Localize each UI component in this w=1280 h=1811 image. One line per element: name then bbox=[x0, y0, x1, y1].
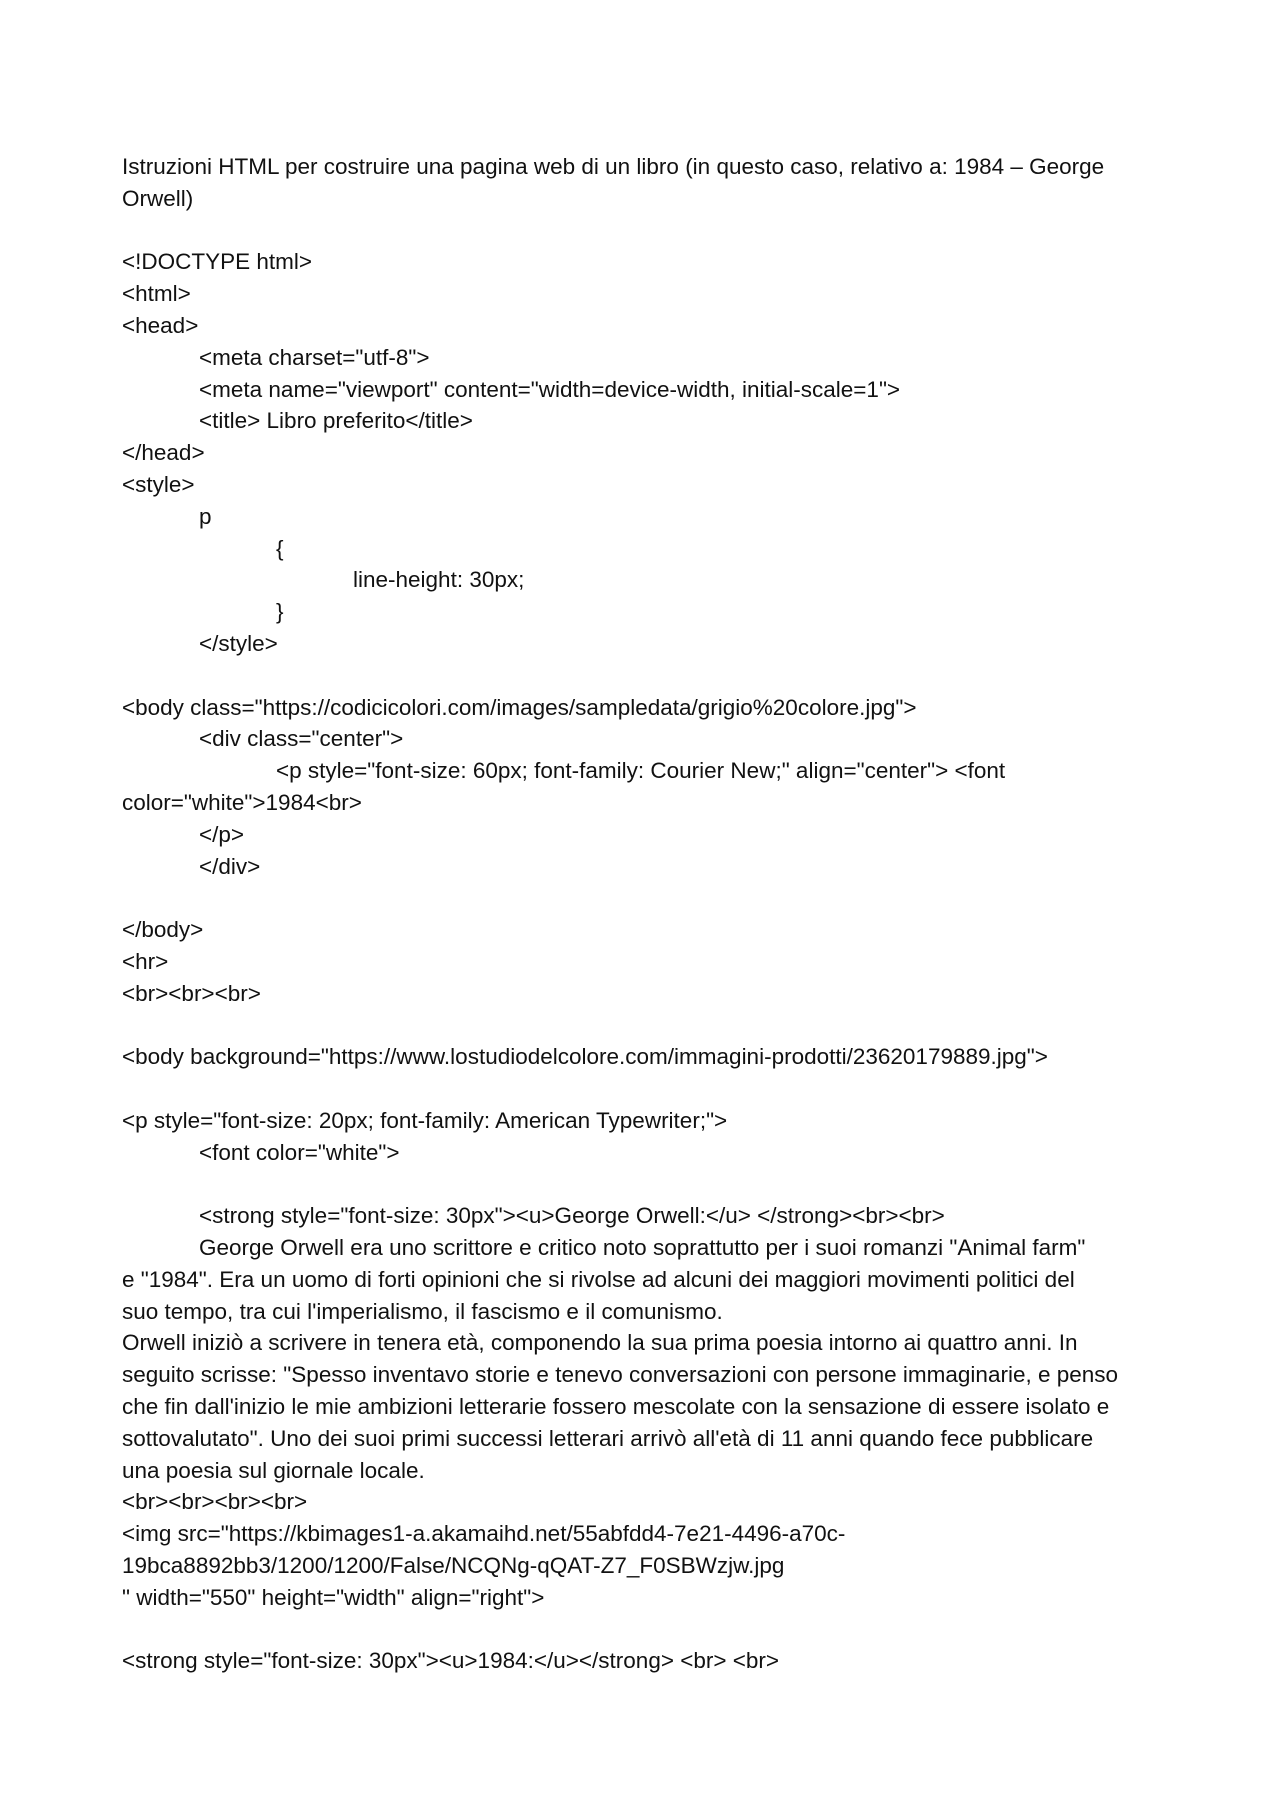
text-line: <p style="font-size: 60px; font-family: Courier New;" align="center"> <font bbox=[276, 758, 1006, 784]
blank-line bbox=[122, 1614, 1182, 1646]
text-line: George Orwell era uno scrittore e critico noto soprattutto per i suoi romanzi "Animal farm" bbox=[199, 1235, 1086, 1261]
blank-line bbox=[122, 1010, 1182, 1042]
text-line: <p style="font-size: 20px; font-family: American Typewriter;"> bbox=[122, 1107, 728, 1133]
document-page bbox=[122, 151, 1182, 1677]
text-line: <title> Libro preferito</title> bbox=[199, 408, 473, 434]
text-line: </div> bbox=[199, 853, 261, 879]
text-line: <div class="center"> bbox=[199, 726, 404, 752]
text-line: { bbox=[276, 535, 284, 561]
text-line: <meta name="viewport" content="width=device-width, initial-scale=1"> bbox=[199, 376, 901, 402]
blank-line bbox=[122, 660, 1182, 692]
blank-line bbox=[122, 1169, 1182, 1201]
text-line: 19bca8892bb3/1200/1200/False/NCQNg-qQAT-Z7_F0SBWzjw.jpg bbox=[122, 1553, 785, 1579]
text-line: <html> bbox=[122, 281, 191, 307]
blank-line bbox=[122, 215, 1182, 247]
text-line: <br><br><br><br> bbox=[122, 1489, 308, 1515]
text-line: </style> bbox=[199, 630, 278, 656]
text-line: color="white">1984<br> bbox=[122, 789, 362, 815]
text-line: <hr> bbox=[122, 948, 169, 974]
text-line: <meta charset="utf-8"> bbox=[199, 344, 430, 370]
text-line: suo tempo, tra cui l'imperialismo, il fascismo e il comunismo. bbox=[122, 1298, 723, 1324]
text-line: <strong style="font-size: 30px"><u>George Orwell:</u> </strong><br><br> bbox=[199, 1203, 945, 1229]
text-line: seguito scrisse: "Spesso inventavo storie e tenevo conversazioni con persone immaginarie, e penso bbox=[122, 1362, 1119, 1388]
text-line: </body> bbox=[122, 917, 204, 943]
text-line: Istruzioni HTML per costruire una pagina web di un libro (in questo caso, relativo a: 1984 – George bbox=[122, 154, 1105, 179]
text-line: p bbox=[199, 503, 212, 529]
text-line: </head> bbox=[122, 440, 205, 466]
text-line: una poesia sul giornale locale. bbox=[122, 1457, 425, 1483]
text-line: <!DOCTYPE html> bbox=[122, 249, 313, 275]
text-line: <img src="https://kbimages1-a.akamaihd.net/55abfdd4-7e21-4496-a70c- bbox=[122, 1521, 846, 1547]
text-line: che fin dall'inizio le mie ambizioni letterarie fossero mescolate con la sensazione di essere isolato e bbox=[122, 1394, 1110, 1420]
text-line: <body background="https://www.lostudiodelcolore.com/immagini-prodotti/23620179889.jpg"> bbox=[122, 1044, 1048, 1070]
text-line: <body class="https://codicicolori.com/images/sampledata/grigio%20colore.jpg"> bbox=[122, 694, 917, 720]
text-line: e "1984". Era un uomo di forti opinioni che si rivolse ad alcuni dei maggiori movimenti politici del bbox=[122, 1266, 1075, 1292]
text-line: <br><br><br> bbox=[122, 980, 261, 1006]
text-line: <font color="white"> bbox=[199, 1139, 400, 1165]
text-line: <style> bbox=[122, 471, 195, 497]
text-line: </p> bbox=[199, 821, 245, 847]
text-line: " width="550" height="width" align="right"> bbox=[122, 1584, 545, 1610]
blank-line bbox=[122, 882, 1182, 914]
text-line: } bbox=[276, 599, 284, 625]
text-line: Orwell) bbox=[122, 185, 194, 211]
text-line: <head> bbox=[122, 312, 199, 338]
text-line: <strong style="font-size: 30px"><u>1984:</u></strong> <br> <br> bbox=[122, 1648, 780, 1674]
text-line: sottovalutato". Uno dei suoi primi successi letterari arrivò all'età di 11 anni quando fece pubblicare bbox=[122, 1425, 1094, 1451]
text-line: line-height: 30px; bbox=[353, 567, 525, 593]
blank-line bbox=[122, 1073, 1182, 1105]
text-line: Orwell iniziò a scrivere in tenera età, componendo la sua prima poesia intorno ai quattro anni. In bbox=[122, 1330, 1078, 1356]
